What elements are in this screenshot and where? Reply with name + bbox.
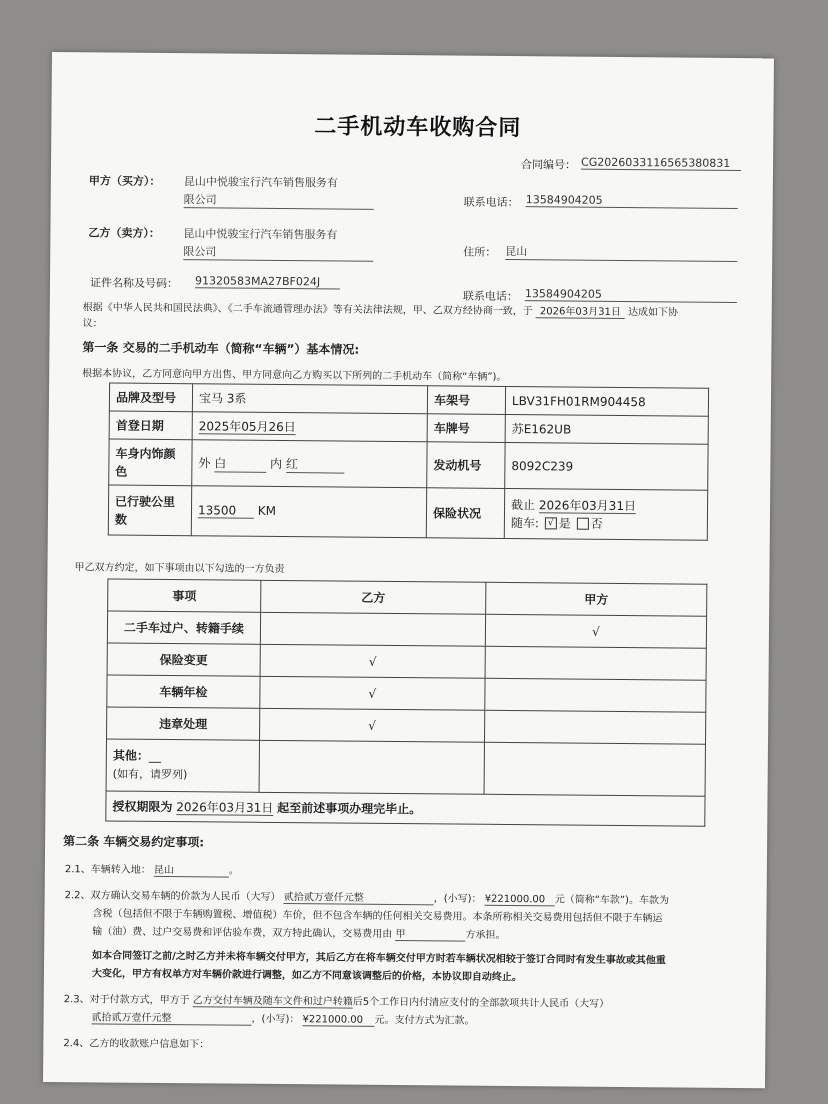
party-b-name-line2: 限公司: [183, 243, 373, 262]
contract-no-label: 合同编号：: [520, 158, 577, 172]
reg-date-label: 首登日期: [109, 411, 192, 440]
party-a-name-line2: 限公司: [184, 191, 374, 210]
payment-words: 贰拾贰万壹仟元整: [92, 1008, 252, 1025]
article1-title: 第一条 交易的二手机动车（简称“车辆”）基本情况:: [82, 340, 360, 357]
vin-value: LBV31FH01RM904458: [505, 386, 708, 416]
color-value: 外 白 内 红: [192, 440, 427, 488]
yes-checkbox[interactable]: √: [545, 517, 557, 529]
vehicle-table: [108, 383, 709, 541]
engine-label: 发动机号: [427, 442, 505, 489]
plate-label: 车牌号: [427, 414, 505, 443]
mileage-label: 已行驶公里 数: [108, 485, 191, 536]
contract-paper: [43, 52, 774, 1088]
clause-2-3-line1: 2.3、对于付款方式，甲方于 乙方交付车辆及随车文件和过户转籍后5个工作日内付清应支付的全部款项共计人民币（大写）: [63, 994, 610, 1010]
brand-value: 宝马 3系: [192, 384, 427, 414]
other-cell: 其他：__ (如有，请罗列): [106, 739, 259, 792]
party-b-phone-label: 联系电话：: [462, 289, 518, 304]
party-b-addr: 昆山: [505, 243, 737, 262]
fee-payer: 甲: [395, 925, 465, 942]
clause-2-1: 2.1、车辆转入地： 昆山 。: [65, 860, 239, 878]
payment-number: ¥221000.00: [303, 1014, 375, 1027]
party-b-addr-label: 住所：: [463, 245, 497, 259]
vin-label: 车架号: [427, 386, 505, 415]
resp-header-b: 乙方: [261, 580, 486, 614]
party-b-name-line1: 昆山中悦骏宝行汽车销售服务有: [183, 227, 338, 242]
insurance-cell: 截止 2026年03月31日 随车: √ 是 否: [504, 488, 707, 540]
party-a-name-line1: 昆山中悦骏宝行汽车销售服务有: [183, 175, 338, 190]
payment-condition: 乙方交付车辆及随车文件和过户转籍: [192, 995, 353, 1008]
clause-2-2-line3: 输（油）费、过户交易费和评估验车费，双方特此确认，交易费用由 甲 方承担。: [92, 926, 506, 941]
preamble-date: 2026年03月31日: [536, 306, 625, 319]
brand-label: 品牌及型号: [109, 383, 192, 412]
party-a-phone: 13584904205: [526, 193, 738, 209]
article1-intro: 根据本协议，乙方同意向甲方出售、甲方同意向乙方购买以下所列的二手机动车（简称“车辆”)。: [82, 368, 507, 383]
resp-header-item: 事项: [108, 579, 261, 612]
price-words: 贰拾贰万壹仟元整: [284, 888, 434, 905]
table-row: 违章处理 √: [107, 707, 706, 744]
no-checkbox[interactable]: [577, 518, 589, 530]
preamble-line1: 根据《中华人民共和国民法典》、《二手车流通管理办法》等有关法律法规，甲、乙双方经协商一致，于 2026年03月31日 达成如下协: [82, 302, 679, 319]
auth-cell: 授权期限为 2026年03月31日 起至前述事项办理完毕止。: [106, 791, 705, 826]
insurance-date: 2026年03月31日: [538, 497, 637, 513]
clause-2-2-bold2: 大变化，甲方有权单方对车辆价款进行调整，如乙方不同意该调整后的价格，本协议即自动终止。: [91, 968, 522, 984]
party-b-id: 91320583MA27BF024J: [195, 274, 340, 289]
preamble-line2: 议：: [82, 318, 103, 330]
party-a-label: 甲方（买方）：: [88, 174, 161, 188]
clause-2-3-line2: 贰拾贰万壹仟元整 ，(小写)： ¥221000.00 元。支付方式为汇款。: [92, 1008, 475, 1027]
table-row: 二手车过户、转籍手续 √: [107, 611, 706, 648]
clause-2-2-line2: 含税（包括但不限于车辆购置税、增值税）车价，但不包含车辆的任何相关交易费用。本条所称相关交易费用包括但不限于车辆运: [92, 908, 663, 925]
table-row: 车辆年检 √: [107, 675, 706, 712]
party-b-id-label: 证件名称及号码：: [89, 276, 179, 291]
resp-intro: 甲乙双方约定，如下事项由以下勾选的一方负责: [74, 562, 285, 576]
contract-no-value: CG2026033116565380831: [581, 156, 741, 171]
party-a-phone-label: 联系电话：: [463, 195, 519, 210]
plate-value: 苏E162UB: [505, 414, 708, 444]
mileage-value: 13500: [198, 503, 254, 518]
article2-title: 第二条 车辆交易约定事项:: [63, 834, 205, 850]
resp-header-a: 甲方: [486, 582, 707, 616]
clause-2-4: 2.4、乙方的收款账户信息如下：: [63, 1038, 210, 1051]
color-label: 车身内饰颜 色: [109, 439, 192, 486]
party-b-phone: 13584904205: [525, 287, 737, 303]
auth-date: 2026年03月31日: [176, 800, 274, 815]
mileage-cell: 13500 KM: [191, 486, 426, 538]
table-row-other: [106, 739, 705, 796]
exterior-color: 白: [214, 454, 266, 472]
party-b-label: 乙方（卖方）：: [88, 226, 160, 240]
insurance-label: 保险状况: [426, 488, 504, 539]
clause-2-2-line1: 2.2、双方确认交易车辆的价款为人民币（大写） 贰拾贰万壹仟元整 ，(小写)： ¥221000.00 元（简称“车款”)。车款为: [65, 886, 669, 907]
reg-date-value: 2025年05月26日: [198, 419, 296, 435]
engine-value: 8092C239: [505, 442, 708, 490]
resp-table: [105, 579, 707, 827]
clause-2-2-bold1: 如本合同签订之前/之时乙方并未将车辆交付甲方，其后乙方在将车辆交付甲方时若车辆状况相较于签订合同时有发生事故或其他重: [92, 950, 666, 967]
interior-color: 红: [286, 455, 344, 474]
price-number: ¥221000.00: [485, 894, 555, 907]
contract-title: 二手机动车收购合同: [314, 114, 522, 142]
transfer-location: 昆山: [154, 861, 229, 878]
table-row: 保险变更 √: [107, 643, 706, 680]
